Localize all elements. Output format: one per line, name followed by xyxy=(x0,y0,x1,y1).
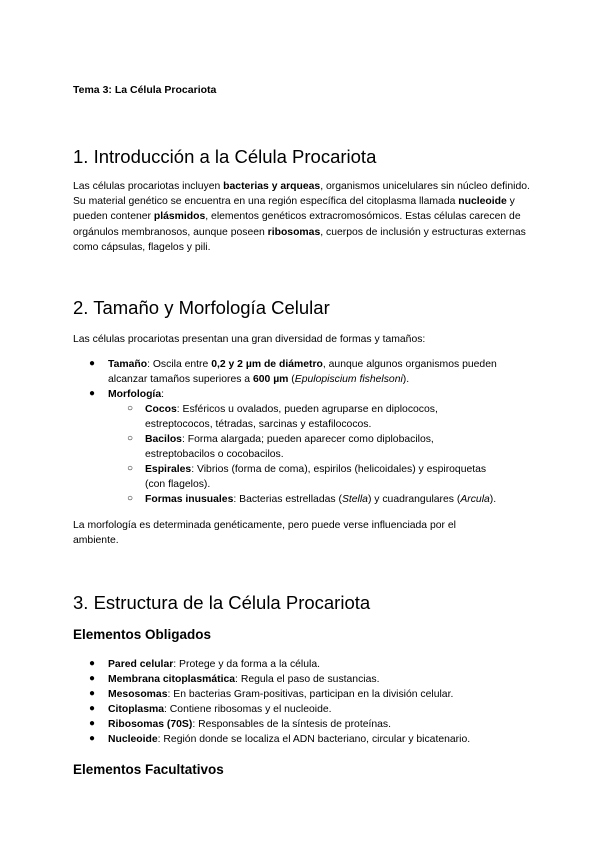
bullet-hollow: ○ xyxy=(127,463,134,474)
section-1-heading: 1. Introducción a la Célula Procariota xyxy=(73,146,377,167)
sublist-item-espirales xyxy=(145,462,486,477)
bullet-filled: ● xyxy=(89,688,96,699)
section-2-closing: La morfología es determinada genéticamente, pero puede verse influenciada por el xyxy=(73,520,456,531)
section-2-closing-cont: ambiente. xyxy=(73,535,119,546)
bold-run: Ribosomas (70S) xyxy=(108,719,193,730)
bold-run: Membrana citoplasmática xyxy=(108,674,236,685)
text-run: : Bacterias estrelladas ( xyxy=(233,494,342,505)
italic-run: Stella xyxy=(341,494,368,505)
list-item xyxy=(108,672,379,687)
bold-run: 0,2 y 2 µm de diámetro xyxy=(211,359,323,370)
sublist-item-bacilos-cont: estreptobacilos o cocobacilos. xyxy=(145,449,284,460)
sublist-item-inusuales xyxy=(145,492,496,507)
text-run: : xyxy=(161,389,164,400)
text-run: : Oscila entre xyxy=(147,359,212,370)
text-run: Las células procariotas incluyen xyxy=(73,181,224,192)
bullet-filled: ● xyxy=(89,658,96,669)
text-run: ( xyxy=(288,374,295,385)
bullet-filled: ● xyxy=(89,358,96,369)
text-run: , organismos unicelulares sin núcleo definido. Su material genético se encuentra en una región específica del citoplasma llamada xyxy=(73,181,530,208)
bold-run: Tamaño xyxy=(108,359,148,370)
bold-run: Espirales xyxy=(145,464,192,475)
subheading-obligados: Elementos Obligados xyxy=(73,627,212,642)
bullet-filled: ● xyxy=(89,703,96,714)
bold-run: Pared celular xyxy=(108,659,174,670)
bold-run: Cocos xyxy=(145,404,177,415)
text-run: , elementos genéticos extracromosómicos. Estas células carecen de orgánulos membranosos, aunque poseen xyxy=(73,211,521,238)
bold-run: Formas inusuales xyxy=(145,494,234,505)
bullet-filled: ● xyxy=(89,673,96,684)
bold-run: Citoplasma xyxy=(108,704,165,715)
bold-run: Bacilos xyxy=(145,434,182,445)
bullet-hollow: ○ xyxy=(127,493,134,504)
bullet-filled: ● xyxy=(89,718,96,729)
section-2-heading: 2. Tamaño y Morfología Celular xyxy=(73,297,330,318)
bold-run: Nucleoide xyxy=(108,734,158,745)
bold-run: Mesosomas xyxy=(108,689,168,700)
sublist-item-cocos-cont: estreptococos, tétradas, sarcinas y estafilococos. xyxy=(145,419,372,430)
bold-run: Morfología xyxy=(108,389,162,400)
list-item xyxy=(108,702,332,717)
bold-run: 600 µm xyxy=(252,374,289,385)
sublist-item-bacilos xyxy=(145,432,434,447)
bold-run: ribosomas xyxy=(267,226,321,238)
bullet-filled: ● xyxy=(89,733,96,744)
bold-run: plásmidos xyxy=(153,211,206,223)
bold-run: nucleoide xyxy=(458,196,507,208)
text-run: : Esféricos u ovalados, pueden agruparse en diplococos, xyxy=(176,404,438,415)
bullet-hollow: ○ xyxy=(127,403,134,414)
topic-title: Tema 3: La Célula Procariota xyxy=(73,84,217,96)
text-run: : En bacterias Gram-positivas, participan en la división celular. xyxy=(167,689,454,700)
section-3-heading: 3. Estructura de la Célula Procariota xyxy=(73,592,371,613)
list-item-morphology xyxy=(108,387,164,402)
sublist-item-espirales-cont: (con flagelos). xyxy=(145,479,211,490)
text-run: : Forma alargada; pueden aparecer como diplobacilos, xyxy=(181,434,434,445)
text-run: , cuerpos de inclusión y estructuras externas como cápsulas, flagelos y pili. xyxy=(73,226,526,253)
text-run: ) y cuadrangulares ( xyxy=(367,494,461,505)
text-run: , aunque algunos organismos pueden xyxy=(322,359,497,370)
text-run: ). xyxy=(489,494,497,505)
bullet-hollow: ○ xyxy=(127,433,134,444)
bold-run: bacterias y arqueas xyxy=(223,181,321,192)
list-item xyxy=(108,657,320,672)
subheading-facultativos: Elementos Facultativos xyxy=(73,762,224,777)
list-item-size xyxy=(108,357,497,372)
text-run: ). xyxy=(402,374,410,385)
italic-run: Arcula xyxy=(460,494,490,505)
text-run: : Responsables de la síntesis de proteínas. xyxy=(192,719,392,730)
text-run: y pueden contener xyxy=(73,196,515,223)
list-item xyxy=(108,717,391,732)
text-run: : Contiene ribosomas y el nucleoide. xyxy=(164,704,332,715)
text-run: alcanzar tamaños superiores a xyxy=(108,374,253,385)
section-1-paragraph xyxy=(73,179,533,255)
text-run: : Región donde se localiza el ADN bacteriano, circular y bicatenario. xyxy=(157,734,471,745)
list-item xyxy=(108,687,453,702)
section-2-intro: Las células procariotas presentan una gran diversidad de formas y tamaños: xyxy=(73,334,426,345)
list-item-size-cont xyxy=(108,372,409,387)
text-run: : Regula el paso de sustancias. xyxy=(235,674,380,685)
italic-run: Epulopiscium fishelsoni xyxy=(294,374,403,385)
bullet-filled: ● xyxy=(89,388,96,399)
sublist-item-cocos xyxy=(145,402,438,417)
list-item xyxy=(108,732,470,747)
text-run: : Protege y da forma a la célula. xyxy=(173,659,320,670)
text-run: : Vibrios (forma de coma), espirilos (helicoidales) y espiroquetas xyxy=(191,464,487,475)
